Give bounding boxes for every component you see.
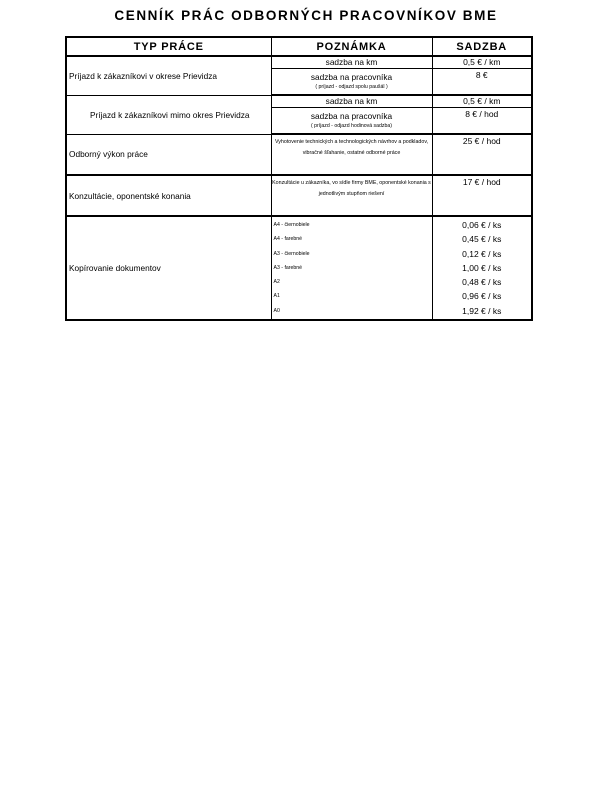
table-row — [66, 216, 532, 320]
copy-rate: 1,00 € / ks — [462, 262, 502, 273]
row-rate-inside-km: 0,5 € / km — [432, 56, 532, 68]
table-row — [66, 56, 532, 68]
copy-format: A3 - farebné — [273, 264, 303, 271]
row-type-outside: Príjazd k zákazníkovi mimo okres Prievidza — [66, 95, 271, 134]
header-rate: SADZBA — [432, 37, 532, 56]
row-rate-outside-km: 0,5 € / km — [432, 95, 532, 107]
copy-rate: 0,48 € / ks — [462, 277, 502, 288]
note-sub: ( príjazd - odjazd hodinová sadzba) — [310, 123, 393, 130]
row-type-inside: Príjazd k zákazníkovi v okrese Prievidza — [66, 56, 271, 95]
copy-format: A0 — [273, 307, 280, 314]
header-note: POZNÁMKA — [271, 37, 432, 56]
table-row — [66, 134, 532, 175]
copy-format: A4 - farebné — [273, 236, 303, 243]
copy-rate: 0,96 € / ks — [462, 291, 502, 302]
copy-formats — [271, 216, 432, 320]
note-main: sadzba na pracovníka — [310, 111, 393, 122]
row-note-inside-km: sadzba na km — [271, 56, 432, 68]
row-rate-inside-worker: 8 € — [432, 68, 532, 95]
table-row — [66, 95, 532, 107]
copy-rate: 0,45 € / ks — [462, 234, 502, 245]
row-note-inside-worker — [271, 68, 432, 95]
page-title: CENNÍK PRÁC ODBORNÝCH PRACOVNÍKOV BME — [114, 8, 498, 23]
row-note-outside-km: sadzba na km — [271, 95, 432, 107]
row-note-expert: Vyhotovenie technických a technologických návrhov a podkladov, vibračné šľahanie, ostatné odborné práce — [271, 134, 432, 175]
row-note-outside-worker — [271, 107, 432, 134]
table-header-row — [66, 37, 532, 56]
row-type-expert: Odborný výkon práce — [66, 134, 271, 175]
row-type-copy: Kopírovanie dokumentov — [66, 216, 271, 320]
copy-rate: 1,92 € / ks — [462, 305, 502, 316]
copy-rate: 0,12 € / ks — [462, 248, 502, 259]
price-table — [65, 36, 533, 321]
row-rate-consult: 17 € / hod — [432, 175, 532, 216]
copy-format: A3 - čiernobiele — [273, 250, 310, 257]
row-note-consult: Konzultácie u zákazníka, vo sídle firmy BME, oponentské konania s jednotlivým stupňom riešení — [271, 175, 432, 216]
note-main: sadzba na pracovníka — [310, 72, 393, 83]
copy-format: A2 — [273, 279, 280, 286]
copy-rate: 0,06 € / ks — [462, 220, 502, 230]
note-sub: ( príjazd - odjazd spolu paušál ) — [315, 84, 388, 91]
row-rate-expert: 25 € / hod — [432, 134, 532, 175]
header-type: TYP PRÁCE — [66, 37, 271, 56]
row-rate-outside-worker: 8 € / hod — [432, 107, 532, 134]
copy-format: A4 - čiernobiele — [273, 222, 310, 228]
table-row — [66, 175, 532, 216]
row-type-consult: Konzultácie, oponentské konania — [66, 175, 271, 216]
copy-format: A1 — [273, 293, 280, 300]
copy-rates — [432, 216, 532, 320]
